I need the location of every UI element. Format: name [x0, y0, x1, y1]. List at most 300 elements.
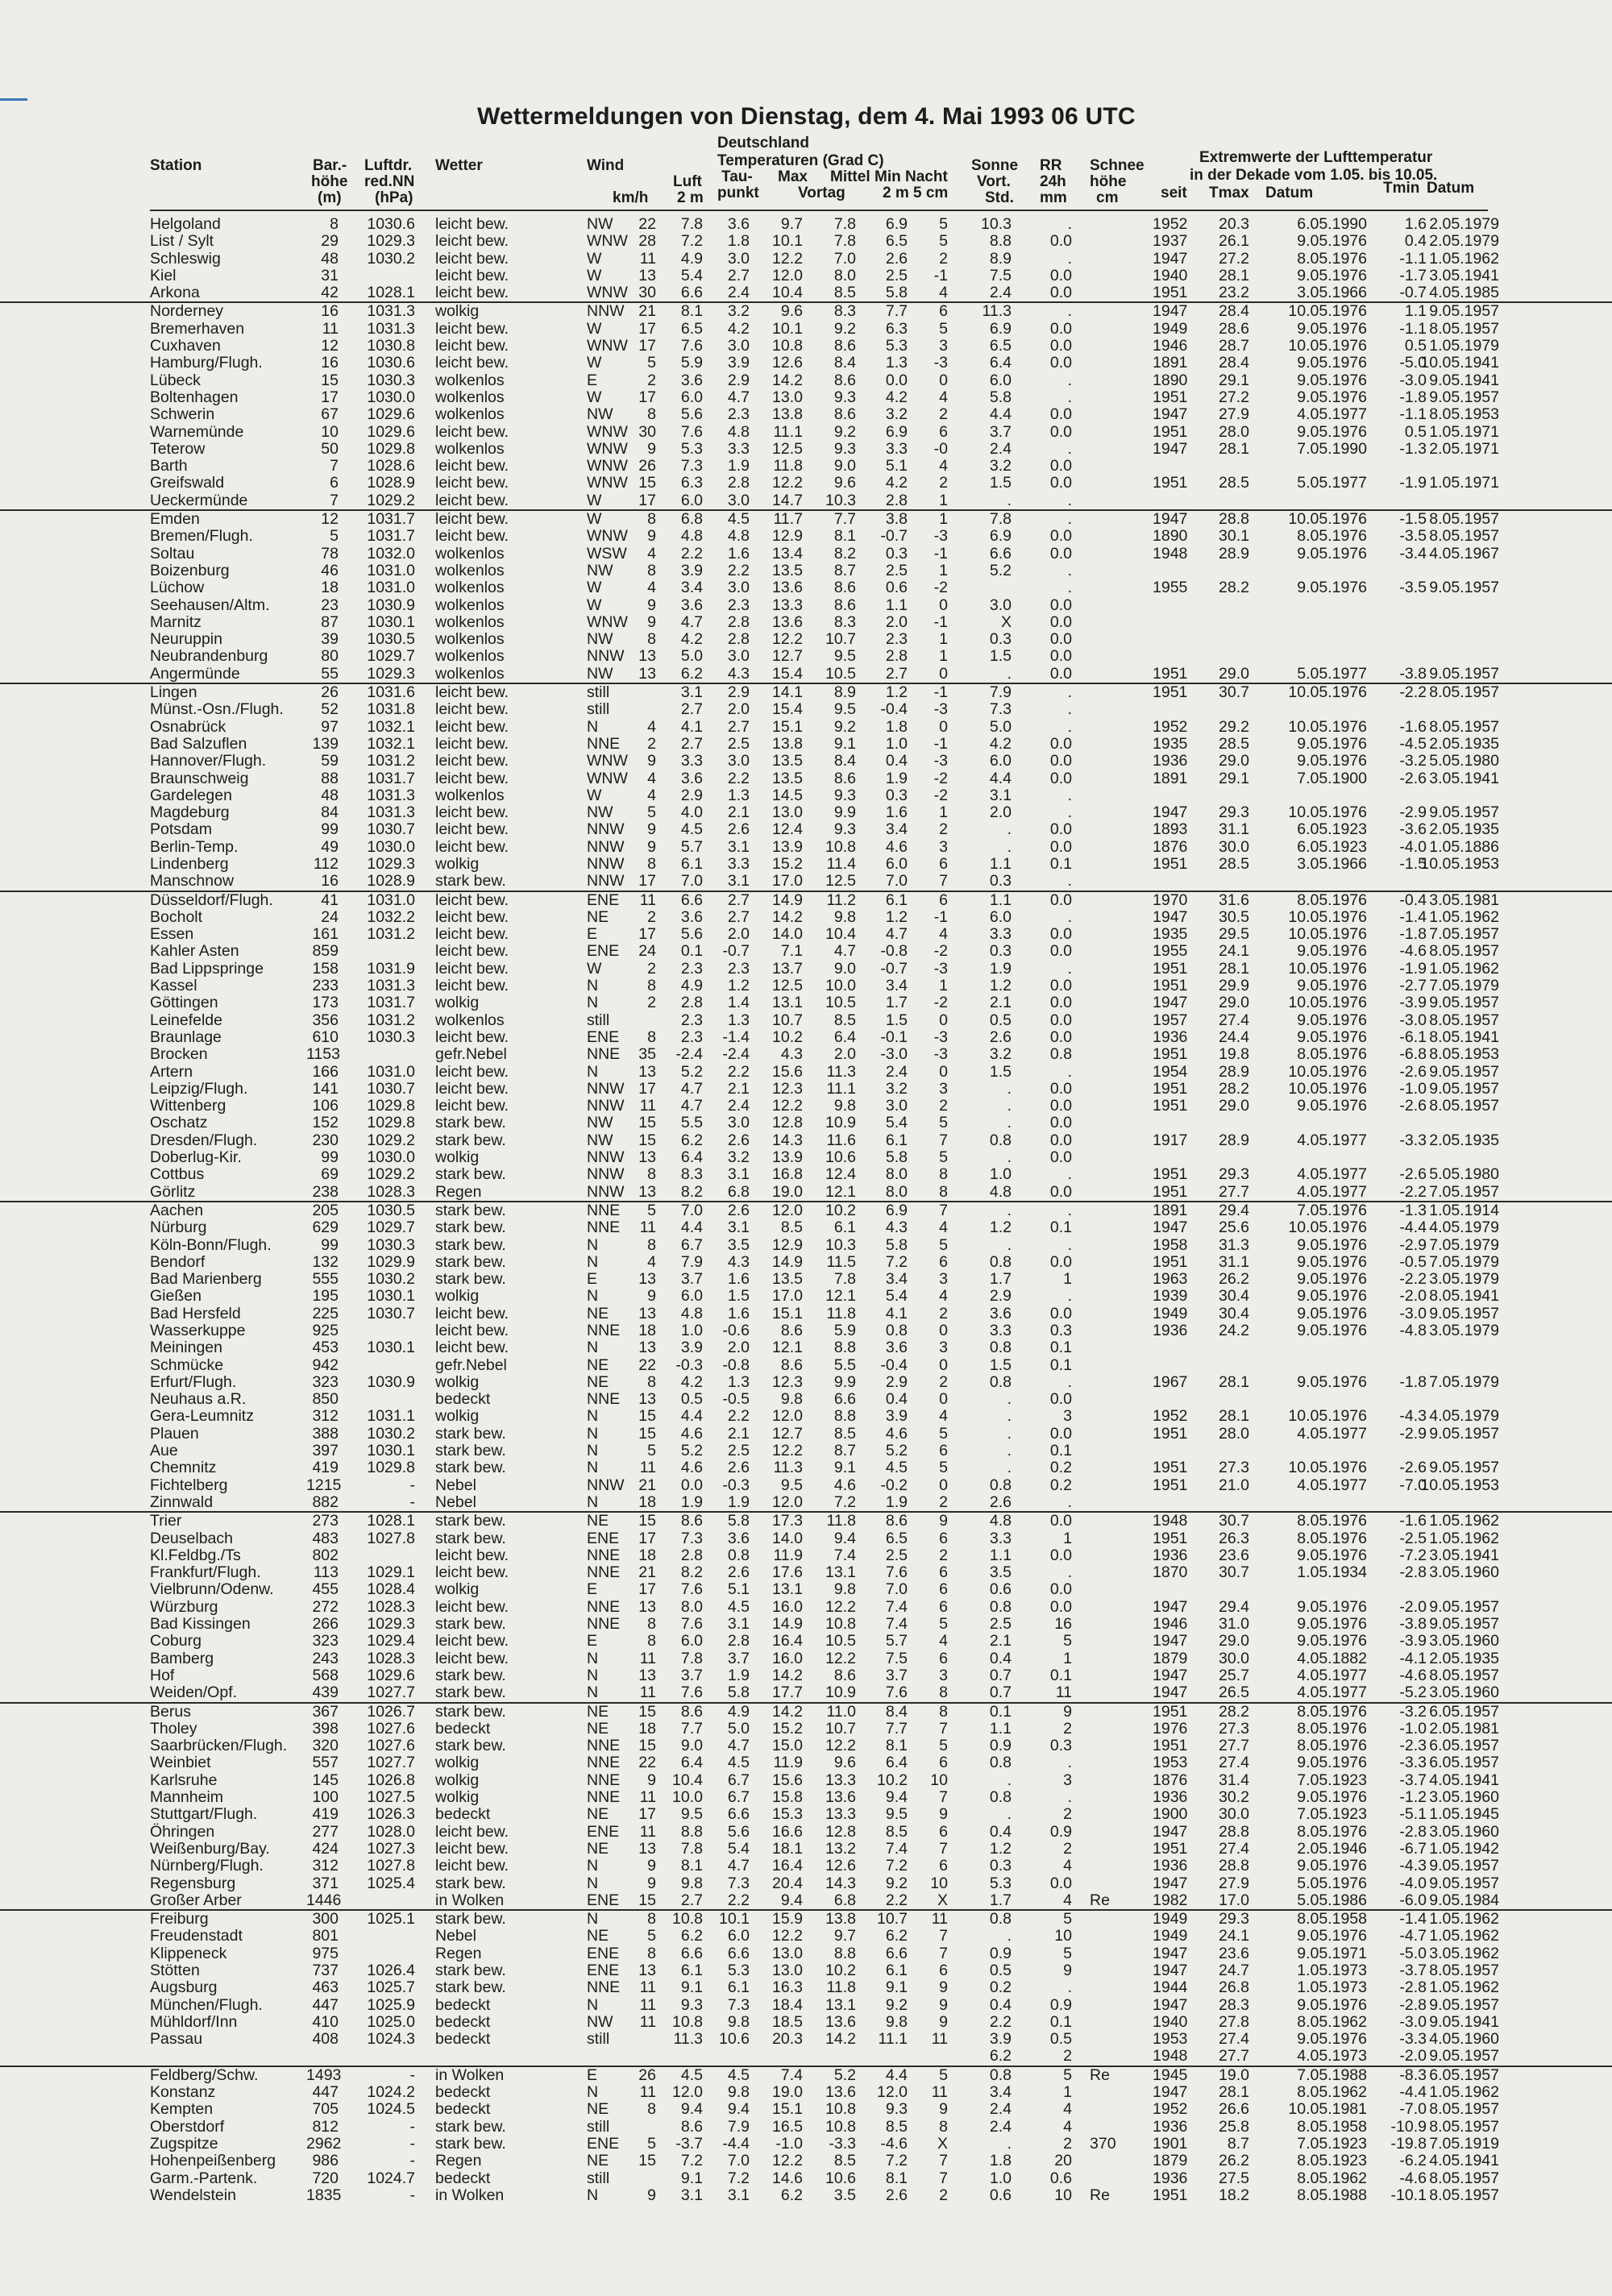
cell-tmax-datum: 10.05.1976	[1288, 510, 1367, 529]
cell-luft: 3.6	[680, 596, 703, 614]
table-row	[0, 753, 1612, 770]
table-row	[0, 2136, 1612, 2153]
cell-tmax: 29.3	[1219, 1910, 1249, 1929]
cell-seit: 1947	[1153, 439, 1188, 458]
cell-max: 12.0	[772, 1493, 803, 1511]
cell-min-2m: 4.3	[885, 1219, 908, 1237]
cell-seit: 1951	[1153, 1424, 1188, 1443]
cell-station: Aue	[150, 1442, 178, 1460]
cell-wind-kmh: 8	[647, 1632, 656, 1650]
cell-seit: 1955	[1153, 579, 1188, 597]
cell-tmin: -4.3	[1399, 1407, 1427, 1426]
cell-luft: 5.3	[680, 439, 703, 458]
cell-wind-kmh: 9	[647, 1287, 656, 1306]
cell-tmax: 28.7	[1219, 337, 1249, 355]
cell-wind-kmh: 13	[638, 1339, 656, 1357]
cell-taupunkt: 3.0	[727, 752, 750, 770]
cell-min-5cm: 10	[930, 1771, 948, 1789]
cell-max: 12.6	[772, 354, 803, 372]
cell-wind-richtung: N	[587, 1493, 599, 1511]
cell-wind-kmh: 15	[638, 1114, 656, 1132]
cell-tmin: -4.0	[1399, 1874, 1427, 1892]
cell-min-2m: 5.7	[885, 1632, 908, 1650]
cell-min-5cm: 5	[939, 232, 948, 251]
cell-schnee: Re	[1090, 2186, 1110, 2204]
cell-wetter: stark bew.	[435, 1978, 506, 1997]
cell-sonne: .	[1007, 1805, 1012, 1824]
cell-min-5cm: 5	[939, 319, 948, 338]
cell-tmax-datum: 9.05.1976	[1297, 1995, 1367, 2014]
cell-luftdruck: 1024.5	[367, 2100, 415, 2119]
cell-station: Lüchow	[150, 579, 205, 597]
cell-wind-richtung: WNW	[587, 752, 628, 770]
cell-min-5cm: 9	[939, 1512, 948, 1530]
cell-min-2m: 2.6	[885, 2186, 908, 2204]
table-row	[0, 614, 1612, 631]
cell-tmax-datum: 8.05.1976	[1297, 1045, 1367, 1064]
cell-mittel: 7.4	[833, 1546, 856, 1564]
cell-station: Stuttgart/Flugh.	[150, 1805, 258, 1824]
cell-taupunkt: 1.9	[727, 1493, 750, 1511]
cell-min-5cm: 1	[939, 630, 948, 649]
cell-bar-hoehe: 49	[321, 837, 339, 856]
cell-bar-hoehe: 87	[321, 612, 339, 631]
cell-wetter: leicht bew.	[435, 752, 509, 770]
cell-wetter: leicht bew.	[435, 1597, 509, 1616]
cell-sonne: 1.7	[989, 1891, 1012, 1909]
cell-tmin: -2.0	[1399, 1597, 1427, 1616]
cell-tmax: 29.0	[1219, 664, 1249, 683]
cell-tmin: -4.8	[1399, 1322, 1427, 1339]
cell-max: 19.0	[772, 1182, 803, 1201]
cell-max: 10.4	[772, 284, 803, 302]
cell-tmin: -3.6	[1399, 820, 1427, 839]
cell-wind-richtung: E	[587, 925, 598, 944]
cell-luftdruck: 1031.0	[367, 579, 415, 597]
cell-mittel: 8.9	[833, 683, 856, 702]
cell-mittel: 13.6	[825, 2012, 856, 2031]
cell-seit: 1947	[1153, 1961, 1188, 1979]
cell-seit: 1951	[1153, 1165, 1188, 1184]
cell-tmin-datum: 2.05.1979	[1429, 215, 1499, 233]
cell-mittel: 7.8	[833, 215, 856, 233]
cell-seit: 1947	[1153, 1666, 1188, 1684]
cell-luftdruck: 1032.2	[367, 907, 415, 926]
cell-tmin: -1.9	[1399, 959, 1427, 978]
cell-tmax: 24.2	[1219, 1322, 1249, 1339]
cell-station: Kahler Asten	[150, 942, 239, 961]
cell-seit: 1948	[1153, 544, 1188, 563]
cell-mittel: 10.8	[825, 2117, 856, 2136]
page-title: Wettermeldungen von Dienstag, dem 4. Mai 1993 06 UTC	[477, 103, 1136, 130]
cell-luft: 2.9	[680, 786, 703, 804]
cell-bar-hoehe: 230	[312, 1131, 339, 1149]
cell-bar-hoehe: 195	[312, 1287, 339, 1306]
cell-taupunkt: 3.0	[727, 579, 750, 597]
table-row	[0, 1271, 1612, 1288]
cell-wind-richtung: ENE	[587, 1028, 620, 1046]
cell-taupunkt: 7.2	[727, 2169, 750, 2187]
cell-tmax: 28.9	[1219, 544, 1249, 563]
table-row	[0, 1962, 1612, 1979]
cell-tmin-datum: 1.05.1945	[1429, 1805, 1499, 1824]
cell-wind-richtung: NNW	[587, 820, 625, 839]
cell-luftdruck: 1024.3	[367, 2030, 415, 2049]
cell-rr: 0.0	[1049, 354, 1072, 372]
cell-wind-richtung: ENE	[587, 2134, 620, 2153]
cell-wind-kmh: 13	[638, 1839, 656, 1858]
cell-station: Braunschweig	[150, 769, 249, 787]
cell-min-2m: 8.5	[885, 2117, 908, 2136]
cell-tmax: 28.4	[1219, 354, 1249, 372]
cell-tmin: -3.0	[1399, 1011, 1427, 1029]
cell-tmax-datum: 4.05.1977	[1297, 1476, 1367, 1494]
cell-wetter: wolkig	[435, 1372, 480, 1391]
cell-wind-richtung: ENE	[587, 891, 620, 909]
header-sonne-3: Std.	[985, 189, 1014, 206]
cell-luft: 7.8	[680, 1839, 703, 1858]
cell-wind-kmh: 30	[638, 284, 656, 302]
cell-tmin-datum: 8.05.1957	[1429, 942, 1499, 961]
cell-station: Bremen/Flugh.	[150, 527, 253, 546]
cell-luft: 3.7	[680, 1666, 703, 1684]
cell-luft: 6.3	[680, 474, 703, 492]
cell-sonne: 4.8	[989, 1512, 1012, 1530]
cell-luftdruck: 1029.2	[367, 1131, 415, 1149]
cell-tmin-datum: 1.05.1886	[1429, 837, 1499, 856]
cell-bar-hoehe: 320	[312, 1737, 339, 1755]
cell-tmin: -1.6	[1399, 1512, 1427, 1530]
cell-seit: 1936	[1153, 1028, 1188, 1046]
cell-max: 14.9	[772, 891, 803, 909]
cell-wind-kmh: 15	[638, 1891, 656, 1909]
cell-luftdruck: 1031.1	[367, 1407, 415, 1426]
cell-rr: 4	[1063, 1891, 1072, 1909]
cell-tmin: -2.2	[1399, 683, 1427, 702]
cell-tmin-datum: 8.05.1957	[1429, 527, 1499, 546]
cell-rr: 0.0	[1049, 1874, 1072, 1892]
cell-tmin-datum: 8.05.1957	[1429, 1961, 1499, 1979]
cell-station: Osnabrück	[150, 717, 226, 736]
cell-sonne: 0.9	[989, 1944, 1012, 1962]
cell-wetter: leicht bew.	[435, 907, 509, 926]
cell-max: 13.0	[772, 803, 803, 822]
cell-luftdruck: 1031.7	[367, 769, 415, 787]
station-group	[0, 1201, 1612, 1511]
cell-wind-richtung: NE	[587, 1719, 609, 1738]
cell-wind-richtung: ENE	[587, 1529, 620, 1547]
cell-wind-richtung: NNE	[587, 1201, 621, 1219]
table-row	[0, 1513, 1612, 1530]
cell-luft: 4.2	[680, 1372, 703, 1391]
cell-wind-richtung: NNW	[587, 854, 625, 873]
cell-station: Düsseldorf/Flugh.	[150, 891, 273, 909]
cell-wetter: leicht bew.	[435, 249, 509, 268]
cell-mittel: 8.6	[833, 579, 856, 597]
cell-seit: 1935	[1153, 734, 1188, 753]
cell-tmax: 28.5	[1219, 854, 1249, 873]
cell-min-2m: 4.2	[885, 474, 908, 492]
cell-max: 12.7	[772, 1424, 803, 1443]
cell-max: 12.2	[772, 1927, 803, 1945]
cell-station: Tholey	[150, 1719, 197, 1738]
cell-seit: 1947	[1153, 1632, 1188, 1650]
cell-tmax-datum: 10.05.1976	[1288, 337, 1367, 355]
cell-mittel: 8.5	[833, 284, 856, 302]
cell-taupunkt: 2.8	[727, 612, 750, 631]
header-extrem-2: in der Dekade vom 1.05. bis 10.05.	[1190, 167, 1438, 184]
cell-min-2m: 0.3	[885, 786, 908, 804]
cell-bar-hoehe: 48	[321, 249, 339, 268]
table-row	[0, 701, 1612, 718]
cell-rr: .	[1067, 683, 1072, 702]
cell-tmax: 28.2	[1219, 1079, 1249, 1098]
cell-wetter: wolkig	[435, 1407, 480, 1426]
cell-wind-richtung: NNE	[587, 1978, 621, 1997]
cell-bar-hoehe: 2962	[306, 2134, 342, 2153]
cell-wind-richtung: NNW	[587, 872, 625, 891]
cell-luft: 8.6	[680, 1512, 703, 1530]
cell-wetter: leicht bew.	[435, 266, 509, 284]
table-row	[0, 303, 1612, 320]
table-row	[0, 1806, 1612, 1823]
cell-mittel: 7.7	[833, 510, 856, 529]
cell-tmax-datum: 8.05.1976	[1297, 1512, 1367, 1530]
cell-luft: 4.1	[680, 717, 703, 736]
cell-tmin-datum: 1.05.1962	[1429, 1910, 1499, 1929]
cell-min-5cm: -1	[933, 734, 948, 753]
cell-wind-kmh: 11	[639, 1978, 656, 1997]
cell-station: Zugspitze	[150, 2134, 218, 2153]
cell-min-5cm: 6	[939, 1580, 948, 1599]
cell-seit: 1891	[1153, 354, 1188, 372]
cell-mittel: 13.2	[825, 1839, 856, 1858]
cell-bar-hoehe: 16	[321, 872, 339, 891]
cell-mittel: 10.8	[825, 2100, 856, 2119]
cell-tmax: 29.9	[1219, 977, 1249, 995]
cell-mittel: 8.7	[833, 561, 856, 579]
cell-tmin: -3.5	[1399, 527, 1427, 546]
cell-min-5cm: 3	[939, 1270, 948, 1289]
cell-taupunkt: 3.1	[727, 837, 750, 856]
cell-wetter: wolkenlos	[435, 544, 505, 563]
cell-sonne: 0.9	[989, 1737, 1012, 1755]
cell-bar-hoehe: 80	[321, 647, 339, 666]
cell-seit: 1900	[1153, 1805, 1188, 1824]
cell-station: Potsdam	[150, 820, 212, 839]
cell-luftdruck: 1030.9	[367, 1372, 415, 1391]
cell-tmin-datum: 8.05.1957	[1429, 319, 1499, 338]
cell-bar-hoehe: 629	[312, 1219, 339, 1237]
cell-max: 14.0	[772, 925, 803, 944]
cell-tmax: 31.4	[1219, 1771, 1249, 1789]
table-row	[0, 1530, 1612, 1547]
cell-tmax-datum: 7.05.1976	[1297, 1201, 1367, 1219]
cell-mittel: 8.6	[833, 769, 856, 787]
cell-mittel: 10.6	[825, 1148, 856, 1167]
cell-rr: 0.8	[1049, 1045, 1072, 1064]
cell-wind-richtung: NW	[587, 664, 613, 683]
cell-max: 9.8	[780, 1390, 803, 1409]
cell-luftdruck: 1030.9	[367, 596, 415, 614]
cell-rr: 4	[1063, 2117, 1072, 2136]
cell-wind-richtung: NNW	[587, 1148, 625, 1167]
cell-luft: 9.8	[680, 1874, 703, 1892]
table-row	[0, 2048, 1612, 2065]
cell-rr: 4	[1063, 1857, 1072, 1875]
cell-tmax-datum: 9.05.1976	[1297, 1304, 1367, 1322]
cell-seit: 1901	[1153, 2134, 1188, 2153]
cell-taupunkt: 4.3	[727, 664, 750, 683]
cell-wind-richtung: E	[587, 1632, 598, 1650]
header-bar-1: Bar.-	[313, 157, 347, 174]
cell-wind-richtung: N	[587, 1910, 599, 1929]
cell-tmin-datum: 9.05.1957	[1429, 1615, 1499, 1634]
cell-mittel: 9.1	[833, 734, 856, 753]
cell-rr: 0.0	[1049, 664, 1072, 683]
cell-taupunkt: 2.6	[727, 820, 750, 839]
cell-min-2m: 7.6	[885, 1563, 908, 1582]
cell-taupunkt: 3.0	[727, 249, 750, 268]
cell-station: München/Flugh.	[150, 1995, 263, 2014]
cell-taupunkt: 6.7	[727, 1788, 750, 1807]
cell-mittel: 10.3	[825, 491, 856, 509]
cell-mittel: 12.8	[825, 1822, 856, 1841]
cell-luft: 4.4	[680, 1219, 703, 1237]
cell-luft: 8.6	[680, 2117, 703, 2136]
cell-tmin: -1.5	[1399, 510, 1427, 529]
cell-mittel: 9.6	[833, 474, 856, 492]
cell-mittel: 8.8	[833, 1407, 856, 1426]
table-row	[0, 1858, 1612, 1875]
cell-max: 12.0	[772, 266, 803, 284]
cell-min-5cm: 7	[939, 872, 948, 891]
cell-seit: 1876	[1153, 1771, 1188, 1789]
cell-luftdruck: -	[409, 1476, 415, 1494]
cell-bar-hoehe: 705	[312, 2100, 339, 2119]
cell-mittel: 13.6	[825, 2083, 856, 2102]
cell-luftdruck: 1031.6	[367, 683, 415, 702]
cell-sonne: 0.8	[989, 1754, 1012, 1772]
cell-tmin: -2.0	[1399, 1287, 1427, 1306]
cell-tmin: -2.8	[1399, 1563, 1427, 1582]
cell-tmax: 23.6	[1219, 1944, 1249, 1962]
cell-wetter: wolkenlos	[435, 1011, 505, 1029]
cell-mittel: 13.1	[825, 1995, 856, 2014]
cell-sonne: 0.3	[989, 630, 1012, 649]
cell-luft: 6.2	[680, 1927, 703, 1945]
cell-rr: 0.0	[1049, 1512, 1072, 1530]
table-row	[0, 251, 1612, 268]
cell-min-5cm: 8	[939, 1684, 948, 1702]
cell-min-2m: 4.7	[885, 925, 908, 944]
cell-seit: 1949	[1153, 1927, 1188, 1945]
cell-min-2m: 4.1	[885, 1304, 908, 1322]
cell-taupunkt: 5.3	[727, 1961, 750, 1979]
cell-station: Meiningen	[150, 1339, 222, 1357]
cell-station: Schmücke	[150, 1356, 224, 1374]
table-row	[0, 839, 1612, 856]
table-row	[0, 1115, 1612, 1131]
table-row	[0, 528, 1612, 545]
cell-station: Freudenstadt	[150, 1927, 243, 1945]
cell-max: 20.4	[772, 1874, 803, 1892]
cell-sonne: 2.1	[989, 994, 1012, 1012]
table-row	[0, 1928, 1612, 1945]
cell-tmax: 27.7	[1219, 2047, 1249, 2066]
cell-wind-richtung: W	[587, 491, 602, 509]
cell-tmax-datum: 8.05.1976	[1297, 1529, 1367, 1547]
cell-wetter: stark bew.	[435, 1252, 506, 1271]
cell-sonne: .	[1007, 664, 1012, 683]
cell-rr: .	[1067, 803, 1072, 822]
cell-min-5cm: 7	[939, 2152, 948, 2170]
cell-taupunkt: 3.6	[727, 1529, 750, 1547]
cell-tmax-datum: 9.05.1976	[1297, 1011, 1367, 1029]
cell-bar-hoehe: 737	[312, 1961, 339, 1979]
cell-mittel: 12.1	[825, 1287, 856, 1306]
cell-tmax: 29.2	[1219, 717, 1249, 736]
cell-taupunkt: 2.7	[727, 717, 750, 736]
cell-seit: 1890	[1153, 527, 1188, 546]
table-row	[0, 2067, 1612, 2084]
cell-wind-kmh: 9	[647, 527, 656, 546]
cell-wind-kmh: 13	[638, 266, 656, 284]
cell-taupunkt: 2.1	[727, 803, 750, 822]
cell-max: 10.2	[772, 1028, 803, 1046]
cell-wind-richtung: NNW	[587, 647, 625, 666]
cell-wind-richtung: N	[587, 1062, 599, 1081]
cell-max: 15.9	[772, 1910, 803, 1929]
cell-luft: 5.7	[680, 837, 703, 856]
table-row	[0, 978, 1612, 994]
cell-bar-hoehe: 555	[312, 1270, 339, 1289]
cell-tmin: -2.6	[1399, 1165, 1427, 1184]
cell-min-2m: 6.5	[885, 1529, 908, 1547]
cell-tmax: 26.6	[1219, 2100, 1249, 2119]
cell-max: 13.5	[772, 1270, 803, 1289]
cell-mittel: 10.5	[825, 664, 856, 683]
header-seit: seit	[1161, 185, 1187, 201]
cell-max: 13.1	[772, 994, 803, 1012]
cell-tmin: -2.6	[1399, 1459, 1427, 1477]
table-row	[0, 1046, 1612, 1063]
cell-tmax-datum: 9.05.1976	[1297, 977, 1367, 995]
cell-wetter: stark bew.	[435, 1165, 506, 1184]
cell-station: Hannover/Flugh.	[150, 752, 267, 770]
cell-wind-richtung: NNE	[587, 734, 621, 753]
cell-wetter: Regen	[435, 1944, 482, 1962]
cell-bar-hoehe: 6	[330, 474, 339, 492]
cell-max: 14.0	[772, 1529, 803, 1547]
cell-wind-richtung: ENE	[587, 1944, 620, 1962]
cell-wetter: leicht bew.	[435, 837, 509, 856]
cell-sonne: 0.7	[989, 1684, 1012, 1702]
cell-wind-richtung: NNE	[587, 1322, 621, 1339]
cell-mittel: 13.3	[825, 1771, 856, 1789]
cell-min-2m: 1.2	[885, 907, 908, 926]
cell-taupunkt: 7.9	[727, 2117, 750, 2136]
cell-bar-hoehe: 39	[321, 630, 339, 649]
cell-station: Mannheim	[150, 1788, 224, 1807]
cell-min-5cm: 6	[939, 302, 948, 321]
cell-rr: .	[1067, 700, 1072, 719]
cell-tmin-datum: 1.05.1962	[1429, 249, 1499, 268]
cell-min-2m: 8.0	[885, 1182, 908, 1201]
cell-tmax: 28.1	[1219, 266, 1249, 284]
cell-station: Freiburg	[150, 1910, 209, 1929]
header-rr-3: mm	[1040, 189, 1067, 206]
